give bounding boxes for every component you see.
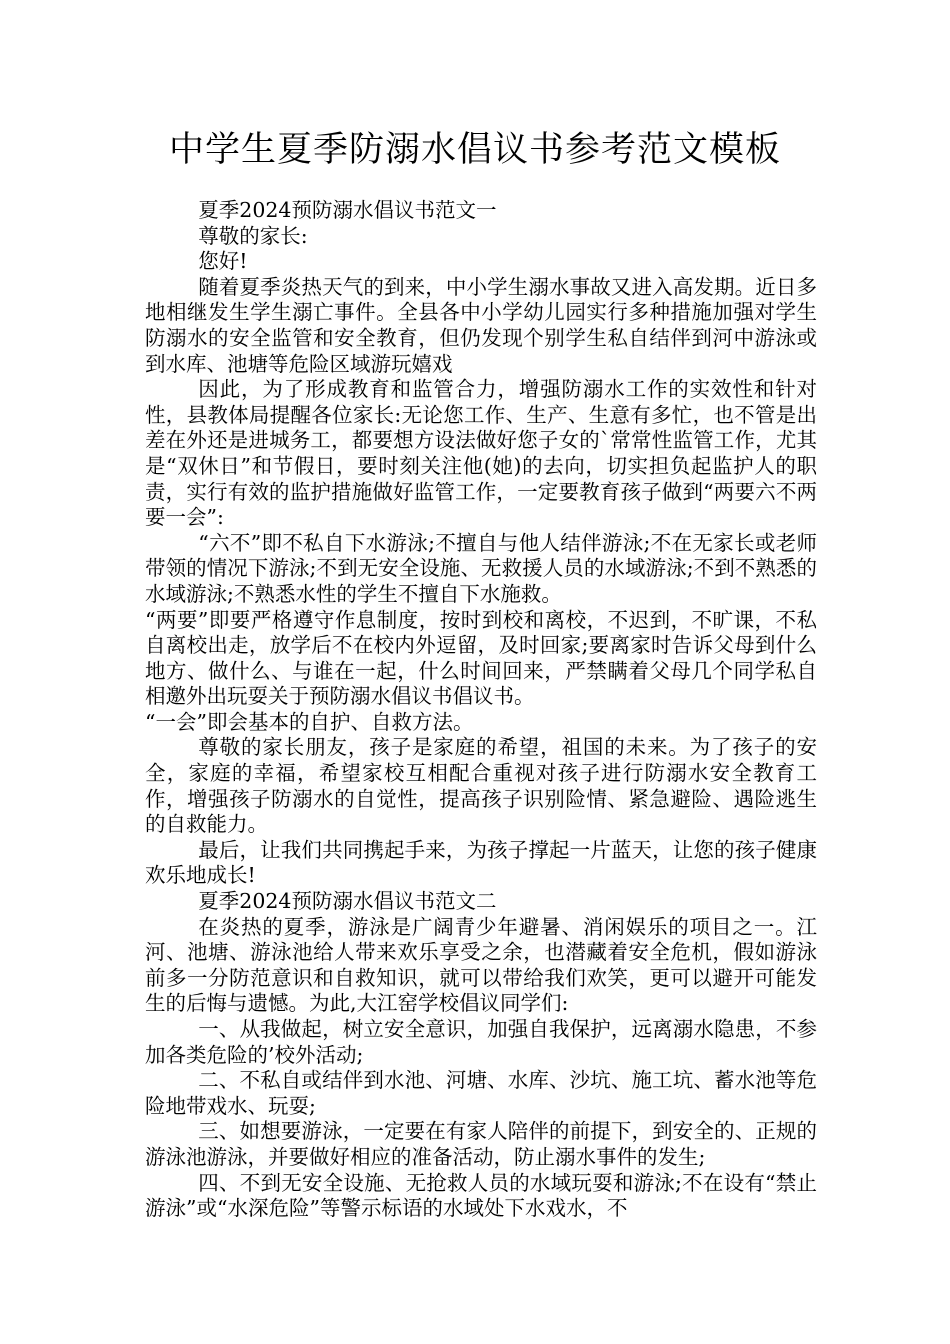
list-item: 一、从我做起，树立安全意识，加强自我保护，远离溺水隐患，不参加各类危险的’校外活动; (145, 1017, 817, 1067)
document-body (145, 198, 817, 1222)
section-heading-1: 夏季2024预防溺水倡议书范文一 (198, 198, 497, 222)
paragraph: 随着夏季炎热天气的到来，中小学生溺水事故又进入高发期。近日多地相继发生学生溺亡事件。全县各中小学幼儿园实行多种措施加强对学生防溺水的安全监管和安全教育，但仍发现个别学生私自结伴到河中游泳或到水库、池塘等危险区域游玩嬉戏 (145, 274, 817, 376)
salutation: 尊敬的家长: (198, 223, 308, 248)
paragraph: 因此，为了形成教育和监管合力，增强防溺水工作的实效性和针对性，县教体局提醒各位家长:无论您工作、生产、生意有多忙，也不管是出差在外还是进城务工，都要想方设法做好您子女的`常常性监管工作，尤其是“双休日”和节假日，要时刻关注他(她)的去向，切实担负起监护人的职责，实行有效的监护措施做好监管工作，一定要教育孩子做到“两要六不两要一会”: (145, 377, 817, 530)
document-title: 中学生夏季防溺水倡议书参考范文模板 (168, 130, 781, 170)
greeting: 您好! (198, 249, 248, 274)
paragraph: 在炎热的夏季，游泳是广阔青少年避暑、消闲娱乐的项目之一。江河、池塘、游泳池给人带来欢乐享受之余，也潜藏着安全危机，假如游泳前多一分防范意识和自救知识，就可以带给我们欢笑，更可以避开可能发生的后悔与遗憾。为此,大江窑学校倡议同学们: (145, 914, 817, 1016)
paragraph-two-musts: “两要”即要严格遵守作息制度，按时到校和离校，不迟到，不旷课，不私自离校出走，放学后不在校内外逗留，及时回家;要离家时告诉父母到什么地方、做什么、与谁在一起，什么时间回来，严禁瞒着父母几个同学私自相邀外出玩耍关于预防溺水倡议书倡议书。 (145, 607, 817, 709)
list-item: 二、不私自或结伴到水池、河塘、水库、沙坑、施工坑、蓄水池等危险地带戏水、玩耍; (145, 1068, 817, 1118)
paragraph: 最后，让我们共同携起手来，为孩子撑起一片蓝天，让您的孩子健康欢乐地成长! (145, 837, 817, 888)
paragraph-six-nots: “六不”即不私自下水游泳;不擅自与他人结伴游泳;不在无家长或老师带领的情况下游泳;不到无安全设施、无救援人员的水域游泳;不到不熟悉的水域游泳;不熟悉水性的学生不擅自下水施救。 (145, 530, 817, 606)
list-item: 三、如想要游泳，一定要在有家人陪伴的前提下，到安全的、正规的游泳池游泳，并要做好相应的准备活动，防止溺水事件的发生; (145, 1119, 817, 1169)
paragraph-one-can: “一会”即会基本的自护、自救方法。 (145, 709, 474, 734)
paragraph: 尊敬的家长朋友，孩子是家庭的希望，祖国的未来。为了孩子的安全，家庭的幸福，希望家校互相配合重视对孩子进行防溺水安全教育工作，增强孩子防溺水的自觉性，提高孩子识别险情、紧急避险、遇险逃生的自救能力。 (145, 735, 817, 837)
list-item: 四、不到无安全设施、无抢救人员的水域玩耍和游泳;不在设有“禁止游泳”或“水深危险”等警示标语的水域处下水戏水，不 (145, 1170, 817, 1221)
section-heading-2: 夏季2024预防溺水倡议书范文二 (198, 889, 497, 914)
